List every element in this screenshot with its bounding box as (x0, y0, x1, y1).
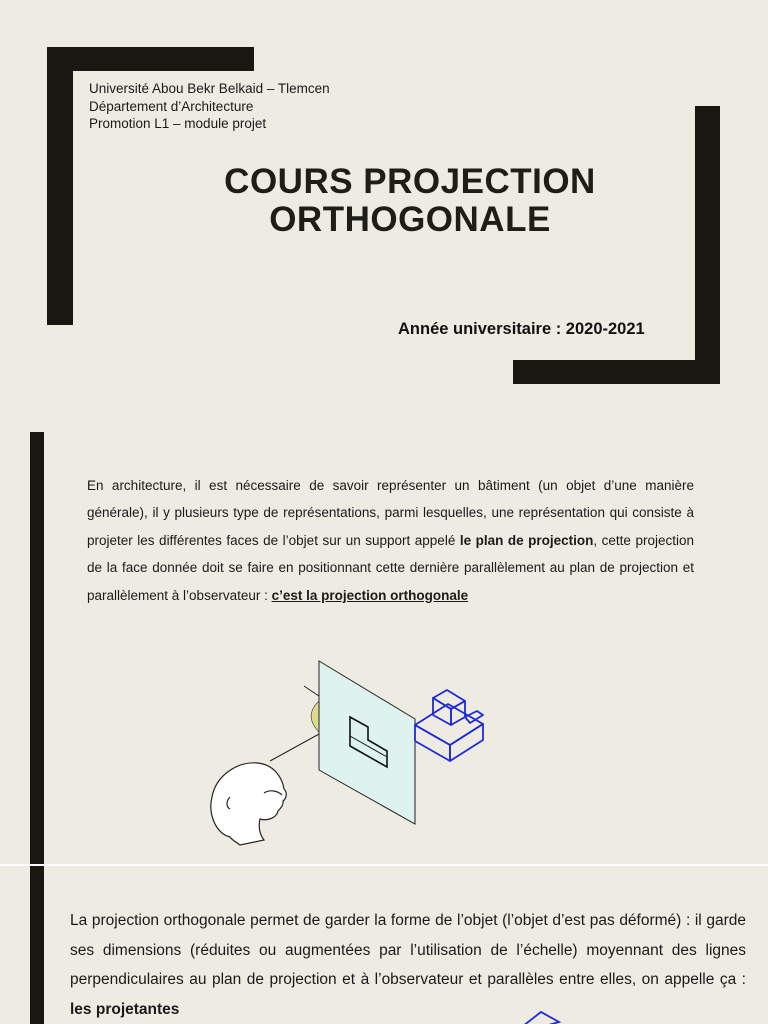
definition-paragraph (87, 472, 694, 609)
definition-slide (0, 432, 768, 864)
page-title (120, 163, 700, 239)
projection-illustration (200, 637, 510, 857)
observer-head-icon (211, 763, 286, 845)
isometric-object-icon (415, 690, 483, 761)
title-line-1: COURS PROJECTION (224, 162, 596, 201)
projetantes-slide (0, 866, 768, 1024)
title-slide (0, 0, 768, 432)
frame-bar-bottom-right-horizontal (513, 360, 720, 384)
title-line-2: ORTHOGONALE (269, 200, 551, 239)
frame-bar-bottom-right-vertical (695, 106, 720, 384)
institution-info (89, 80, 330, 133)
plan-de-projection-term: le plan de projection (459, 532, 594, 548)
projetantes-text-1: La projection orthogonale permet de garder la forme de l’objet (l’objet d’est pas déformé) : il garde ses dimensions (réduites ou augmentées par l’utilisation de l’échelle) moyennant des lignes perpendiculaires au plan de projection et à l’observateur et parallèles entre elles, on appelle ça : (70, 912, 746, 988)
frame-bar-top-left-vertical (47, 47, 73, 325)
projetantes-paragraph (70, 906, 746, 1024)
slide-side-bar (30, 432, 44, 864)
university-name: Université Abou Bekr Belkaid – Tlemcen (89, 81, 330, 96)
promotion-module: Promotion L1 – module projet (89, 116, 267, 131)
definition-text-2: , cette projection de la face donnée doit se faire en positionnant cette dernière parallèlement au plan de projection et parallèlement à l’observateur : (87, 532, 694, 603)
slide-side-bar-2 (30, 866, 44, 1024)
frame-bar-top-left-horizontal (47, 47, 254, 71)
academic-year: Année universitaire : 2020-2021 (398, 320, 645, 338)
department-name: Département d’Architecture (89, 98, 254, 114)
definition-text-1: En architecture, il est nécessaire de savoir représenter un bâtiment (un objet d’une manière générale), il y plusieurs type de représentations, parmi lesquelles, une représentation qui consiste à projeter les différentes faces de l’objet sur un support appelé (87, 478, 694, 548)
projection-orthogonale-term: c’est la projection orthogonale (271, 587, 469, 603)
les-projetantes-term: les projetantes (70, 1000, 180, 1018)
isometric-object-icon-partial (515, 1006, 575, 1024)
projection-plane-icon (319, 661, 415, 824)
